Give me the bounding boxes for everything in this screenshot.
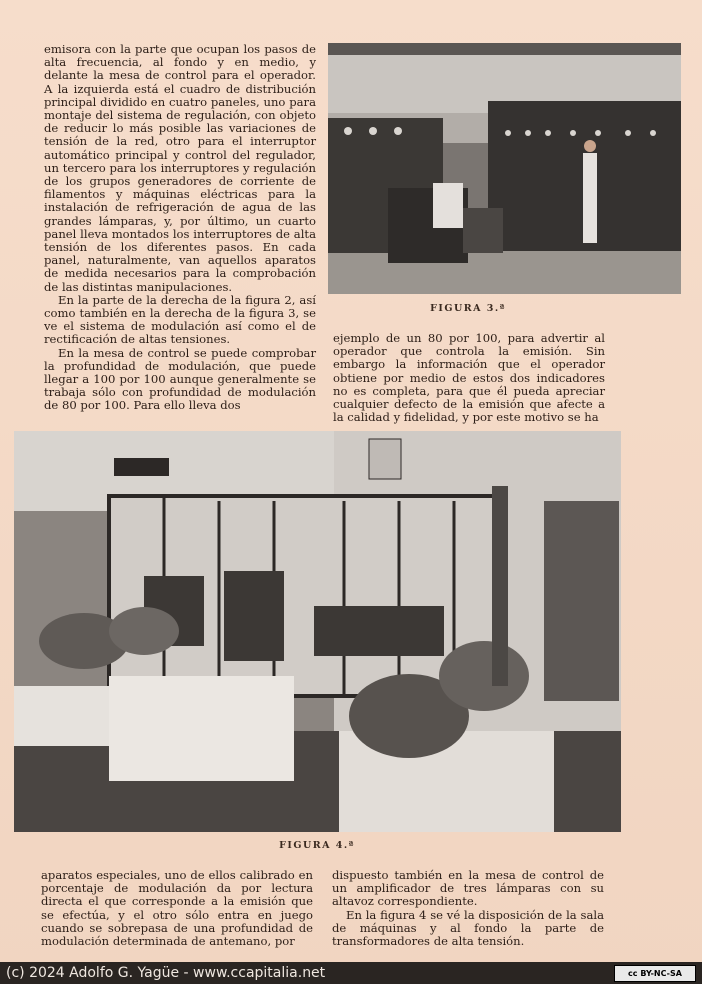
text-column-top-left: [44, 43, 316, 413]
credit-bar: [0, 962, 702, 984]
credit-text: (c) 2024 Adolfo G. Yagüe - www.ccapitalia.net: [6, 965, 326, 981]
text-column-bottom-right: [332, 869, 604, 948]
text-column-bottom-left: [41, 869, 313, 948]
paragraph: En la mesa de control se puede comprobar la profundidad de modulación, que puede llegar a 100 por 100 aunque generalmente se trabaja sólo con profundidad de modulación de 80 por 100. Para ello lleva dos: [44, 345, 316, 413]
figure-3-photo: [328, 43, 681, 294]
paragraph: En la parte de la derecha de la figura 2, así como también en la derecha de la figura 3, se ve el sistema de modulación así como el de rectificación de altas tensiones.: [44, 292, 316, 347]
paragraph: dispuesto también en la mesa de control de un amplificador de tres lámparas con su altavoz correspondiente.: [332, 868, 604, 909]
paragraph: emisora con la parte que ocupan los pasos de alta frecuencia, al fondo y en medio, y delante la mesa de control para el operador. A la izquierda está el cuadro de distribución principal dividido en cuatro paneles, uno para montaje del sistema de regulación, con objeto de reducir lo más posible las variaciones de tensión de la red, otro para el interruptor automático principal y control del regulador, un tercero para los interruptores y regulación de los grupos generadores de corriente de filamentos y máquinas eléctricas para la instalación de refrigeración de agua de las grandes lámparas, y, por último, un cuarto panel lleva montados los interruptores de alta tensión de los diferentes pasos. En cada panel, naturalmente, van aquellos aparatos de medida necesarios para la comprobación de las distintas manipulaciones.: [44, 42, 316, 294]
figure-4-photo: [14, 431, 621, 832]
paragraph: En la figura 4 se vé la disposición de la sala de máquinas y al fondo la parte de transformadores de alta tensión.: [332, 907, 604, 949]
cc-license-badge: cc BY-NC-SA: [614, 965, 696, 982]
paragraph: ejemplo de un 80 por 100, para advertir al operador que controla la emisión. Sin embargo la información que el operador obtiene por medio de estos dos indicadores no es completa, para que él pueda apreciar cualquier defecto de la emisión que afecte a la calidad y fidelidad, y por este motivo se ha: [333, 331, 605, 425]
text-column-top-right: [333, 332, 605, 424]
figure-3-caption: FIGURA 3.ª: [430, 303, 506, 314]
figure-4-caption: FIGURA 4.ª: [279, 840, 355, 851]
paragraph: aparatos especiales, uno de ellos calibrado en porcentaje de modulación da por lectura directa el que corresponde a la emisión que se efectúa, y el otro sólo entra en juego cuando se sobrepasa de una profundidad de modulación determinada de antemano, por: [41, 868, 313, 949]
